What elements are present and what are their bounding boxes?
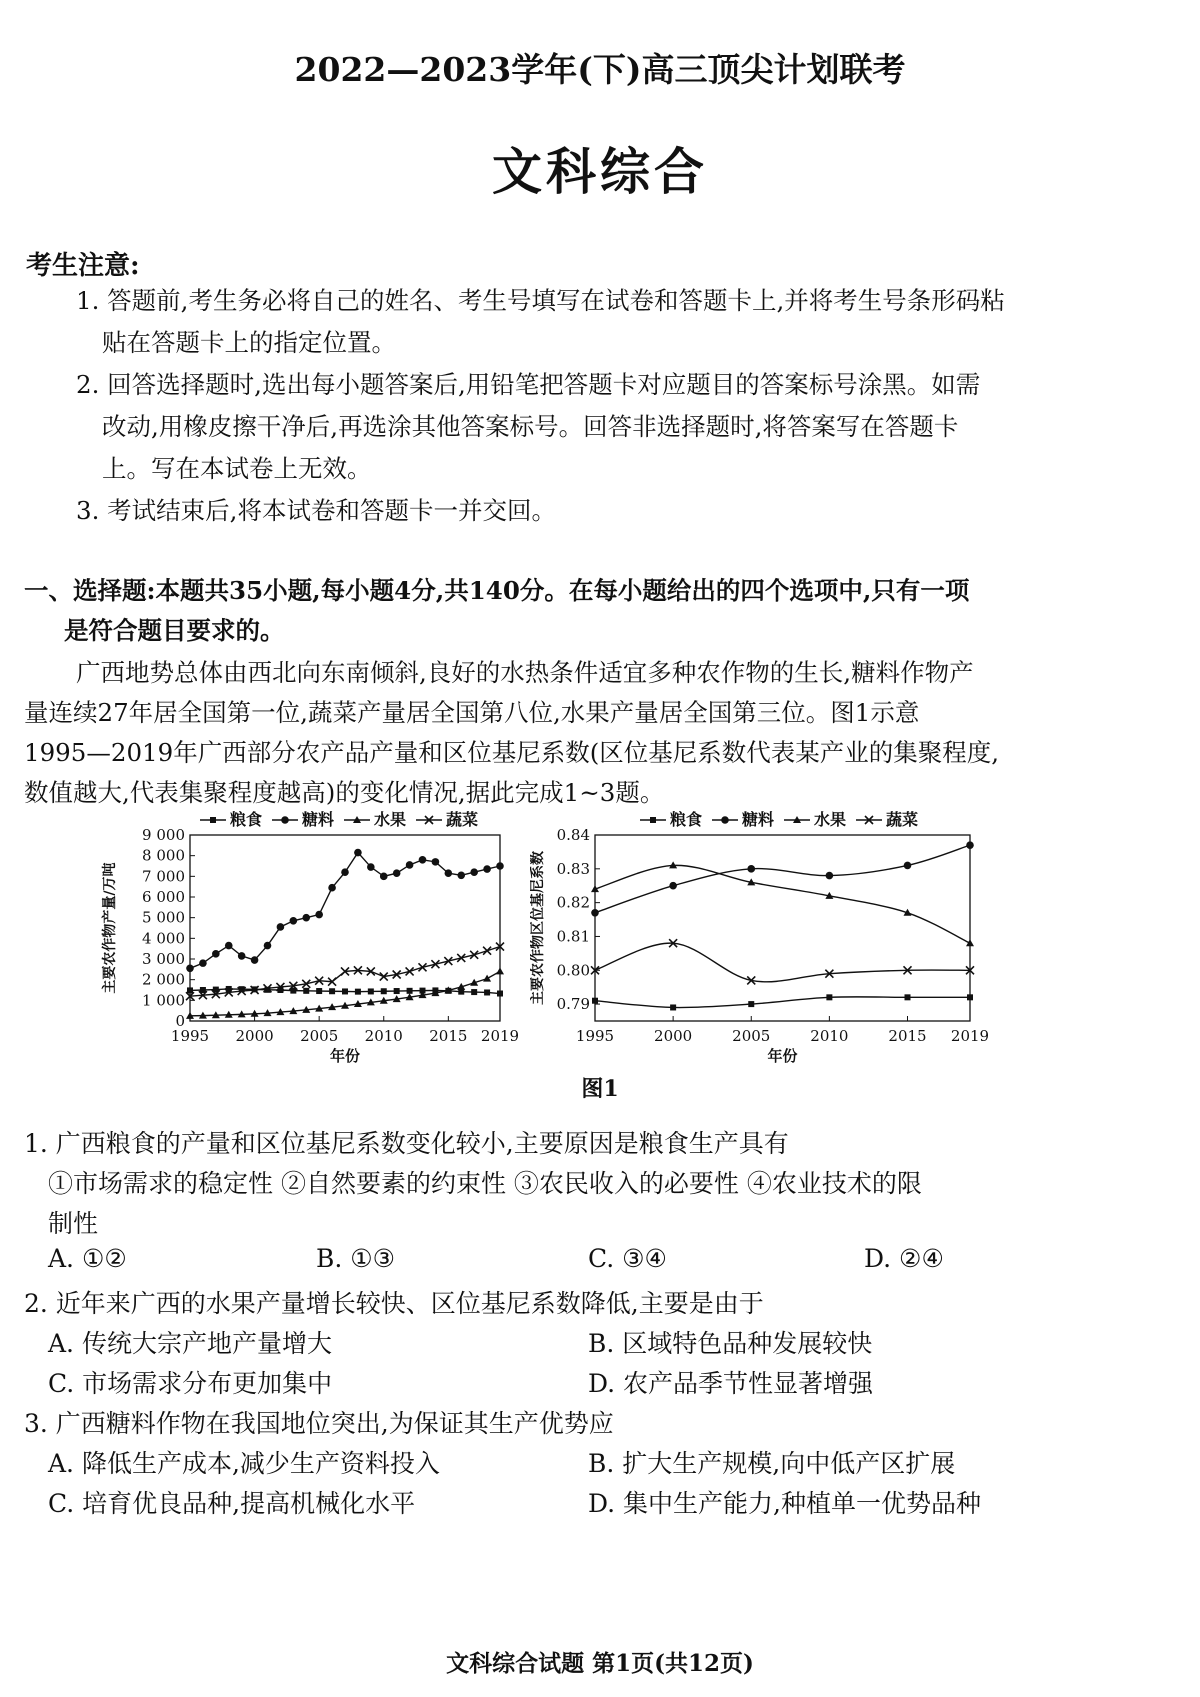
intro-line: 1995—2019年广西部分农产品产量和区位基尼系数(区位基尼系数代表某产业的集聚程度, — [24, 738, 1000, 767]
x-axis-label: 年份 — [767, 1047, 798, 1065]
marker-dot — [904, 862, 912, 870]
marker-dot — [212, 950, 220, 958]
marker-square — [967, 994, 973, 1000]
question-1-option-b: B. ①③ — [316, 1244, 396, 1273]
marker-square — [592, 998, 598, 1004]
section-heading-cont: 是符合题目要求的。 — [64, 616, 285, 645]
section-heading: 一、选择题:本题共35小题,每小题4分,共140分。在每小题给出的四个选项中,只有一项 — [24, 576, 970, 605]
legend-label: 水果 — [374, 810, 407, 829]
y-axis-label: 主要农作物产量/万吨 — [102, 862, 118, 994]
x-tick-label: 2000 — [235, 1027, 274, 1045]
y-tick-label: 4 000 — [142, 929, 185, 948]
y-tick-label: 1 000 — [142, 991, 185, 1010]
question-2-option-b: B. 区域特色品种发展较快 — [588, 1329, 873, 1358]
y-tick-label: 0.82 — [556, 893, 590, 912]
series-line — [595, 943, 970, 982]
marker-square — [670, 1004, 676, 1010]
notice-line: 贴在答题卡上的指定位置。 — [102, 328, 396, 357]
question-2-option-c: C. 市场需求分布更加集中 — [48, 1369, 333, 1398]
marker-triangle — [496, 967, 504, 974]
legend-item — [784, 810, 846, 829]
marker-square — [905, 994, 911, 1000]
x-tick-label: 2005 — [732, 1027, 771, 1045]
notice-line: 2. 回答选择题时,选出每小题答案后,用铅笔把答题卡对应题目的答案标号涂黑。如需 — [76, 370, 981, 399]
series-1 — [186, 849, 504, 972]
marker-square — [484, 989, 490, 995]
marker-square — [316, 988, 322, 994]
intro-line: 量连续27年居全国第一位,蔬菜产量居全国第八位,水果产量居全国第三位。图1示意 — [24, 698, 920, 727]
marker-cross — [483, 947, 491, 955]
series-line — [595, 865, 970, 943]
marker-dot — [669, 882, 677, 890]
legend-label: 水果 — [814, 810, 847, 829]
marker-dot — [591, 909, 599, 917]
notice-label: 考生注意: — [26, 251, 140, 281]
marker-dot — [393, 869, 401, 877]
marker-dot — [354, 849, 362, 857]
marker-dot — [290, 917, 298, 925]
marker-triangle — [966, 939, 974, 946]
marker-dot — [419, 856, 427, 864]
marker-dot — [966, 841, 974, 849]
marker-dot — [251, 956, 259, 964]
marker-dot — [406, 861, 414, 869]
x-tick-label: 1995 — [170, 1027, 210, 1045]
legend-label: 粮食 — [230, 810, 263, 829]
question-3-stem: 3. 广西糖料作物在我国地位突出,为保证其生产优势应 — [24, 1409, 614, 1438]
question-1-stem: 1. 广西粮食的产量和区位基尼系数变化较小,主要原因是粮食生产具有 — [24, 1129, 789, 1158]
x-tick-label: 2000 — [654, 1027, 693, 1045]
plot-frame — [595, 835, 970, 1021]
y-tick-label: 0.83 — [556, 859, 590, 878]
legend-label: 糖料 — [302, 810, 335, 829]
marker-square — [497, 991, 503, 997]
question-3-option-b: B. 扩大生产规模,向中低产区扩展 — [588, 1449, 956, 1478]
question-2-stem: 2. 近年来广西的水果产量增长较快、区位基尼系数降低,主要是由于 — [24, 1289, 764, 1318]
y-tick-label: 2 000 — [142, 970, 185, 989]
legend-item — [640, 810, 702, 829]
marker-square — [210, 817, 216, 823]
marker-square — [303, 988, 309, 994]
marker-dot — [380, 873, 388, 881]
y-tick-label: 9 000 — [142, 826, 185, 844]
marker-square — [826, 994, 832, 1000]
notice-line: 改动,用橡皮擦干净后,再选涂其他答案标号。回答非选择题时,将答案写在答题卡 — [102, 412, 959, 441]
marker-square — [329, 988, 335, 994]
x-tick-label: 2015 — [888, 1027, 927, 1045]
marker-dot — [367, 863, 375, 871]
x-tick-label: 2010 — [810, 1027, 849, 1045]
x-tick-label: 2010 — [364, 1027, 403, 1045]
legend-item — [200, 810, 262, 829]
marker-dot — [341, 868, 349, 876]
marker-square — [187, 987, 193, 993]
page-footer: 文科综合试题 第1页(共12页) — [446, 1650, 754, 1677]
marker-square — [471, 989, 477, 995]
x-tick-label: 2015 — [429, 1027, 468, 1045]
marker-square — [407, 988, 413, 994]
marker-square — [368, 988, 374, 994]
marker-dot — [277, 923, 285, 931]
legend-item — [344, 810, 406, 829]
intro-line: 广西地势总体由西北向东南倾斜,良好的水热条件适宜多种农作物的生长,糖料作物产 — [76, 658, 974, 687]
question-3-option-c: C. 培育优良品种,提高机械化水平 — [48, 1489, 416, 1518]
marker-dot — [225, 942, 233, 950]
legend-label: 糖料 — [742, 810, 775, 829]
series-line — [595, 845, 970, 913]
figure-caption: 图1 — [581, 1076, 619, 1102]
marker-dot — [483, 865, 491, 873]
series-0 — [592, 994, 973, 1010]
marker-dot — [470, 868, 478, 876]
marker-square — [650, 817, 656, 823]
production-chart — [100, 805, 520, 1070]
marker-square — [394, 988, 400, 994]
x-tick-label: 2005 — [300, 1027, 339, 1045]
marker-dot — [302, 914, 310, 922]
question-2-option-a: A. 传统大宗产地产量增大 — [48, 1329, 332, 1358]
y-axis-label: 主要农作物区位基尼系数 — [530, 851, 546, 1005]
marker-dot — [721, 816, 729, 824]
legend-item — [272, 810, 334, 829]
exam-title: 文科综合 — [492, 142, 708, 201]
marker-dot — [747, 865, 755, 873]
question-1-statements: ①市场需求的稳定性 ②自然要素的约束性 ③农民收入的必要性 ④农业技术的限 — [48, 1169, 922, 1198]
gini-chart — [530, 805, 1000, 1070]
series-3 — [591, 939, 974, 984]
x-tick-label: 2019 — [950, 1027, 990, 1045]
marker-dot — [496, 862, 504, 870]
legend-item — [712, 810, 774, 829]
y-tick-label: 6 000 — [142, 888, 185, 906]
question-1-statements-cont: 制性 — [48, 1209, 99, 1238]
x-axis-label: 年份 — [329, 1047, 361, 1065]
marker-dot — [826, 872, 834, 880]
question-1-option-d: D. ②④ — [864, 1244, 944, 1273]
marker-dot — [432, 858, 440, 866]
y-tick-label: 0.79 — [556, 995, 590, 1014]
y-tick-label: 5 000 — [142, 908, 185, 927]
y-tick-label: 0.81 — [556, 927, 590, 946]
marker-dot — [199, 959, 207, 967]
question-1-option-a: A. ①② — [48, 1244, 127, 1273]
gini-chart-svg — [530, 805, 1000, 1070]
intro-line: 数值越大,代表集聚程度越高)的变化情况,据此完成1~3题。 — [24, 778, 665, 807]
marker-dot — [186, 965, 194, 973]
question-3-option-d: D. 集中生产能力,种植单一优势品种 — [588, 1489, 981, 1518]
series-2 — [591, 861, 974, 946]
marker-dot — [238, 952, 246, 960]
y-tick-label: 0 — [175, 1012, 185, 1030]
notice-line: 3. 考试结束后,将本试卷和答题卡一并交回。 — [76, 496, 556, 525]
question-1-option-c: C. ③④ — [588, 1244, 667, 1273]
series-1 — [591, 841, 974, 916]
marker-triangle — [483, 975, 491, 982]
legend-label: 蔬菜 — [886, 810, 919, 829]
production-chart-svg — [100, 805, 520, 1070]
notice-line: 1. 答题前,考生务必将自己的姓名、考生号填写在试卷和答题卡上,并将考生号条形码粘 — [76, 286, 1005, 315]
series-line — [595, 997, 970, 1008]
x-tick-label: 2019 — [480, 1027, 520, 1045]
y-tick-label: 3 000 — [142, 950, 185, 968]
marker-dot — [264, 942, 272, 950]
notice-line: 上。写在本试卷上无效。 — [102, 454, 372, 483]
legend-item — [416, 810, 478, 829]
marker-dot — [328, 884, 336, 892]
marker-dot — [281, 816, 289, 824]
x-tick-label: 1995 — [575, 1027, 615, 1045]
question-3-option-a: A. 降低生产成本,减少生产资料投入 — [48, 1449, 440, 1478]
legend-item — [856, 810, 918, 829]
y-tick-label: 8 000 — [142, 846, 185, 865]
y-tick-label: 0.80 — [556, 961, 590, 980]
marker-dot — [445, 869, 453, 877]
question-2-option-d: D. 农产品季节性显著增强 — [588, 1369, 874, 1398]
legend-label: 粮食 — [670, 810, 703, 829]
y-tick-label: 7 000 — [142, 867, 185, 886]
marker-dot — [457, 872, 465, 880]
y-tick-label: 0.84 — [556, 826, 590, 844]
legend-label: 蔬菜 — [446, 810, 479, 829]
marker-dot — [315, 911, 323, 919]
marker-square — [748, 1001, 754, 1007]
exam-header: 2022—2023学年(下)高三顶尖计划联考 — [294, 50, 906, 89]
marker-square — [355, 989, 361, 995]
marker-square — [342, 988, 348, 994]
marker-square — [381, 988, 387, 994]
